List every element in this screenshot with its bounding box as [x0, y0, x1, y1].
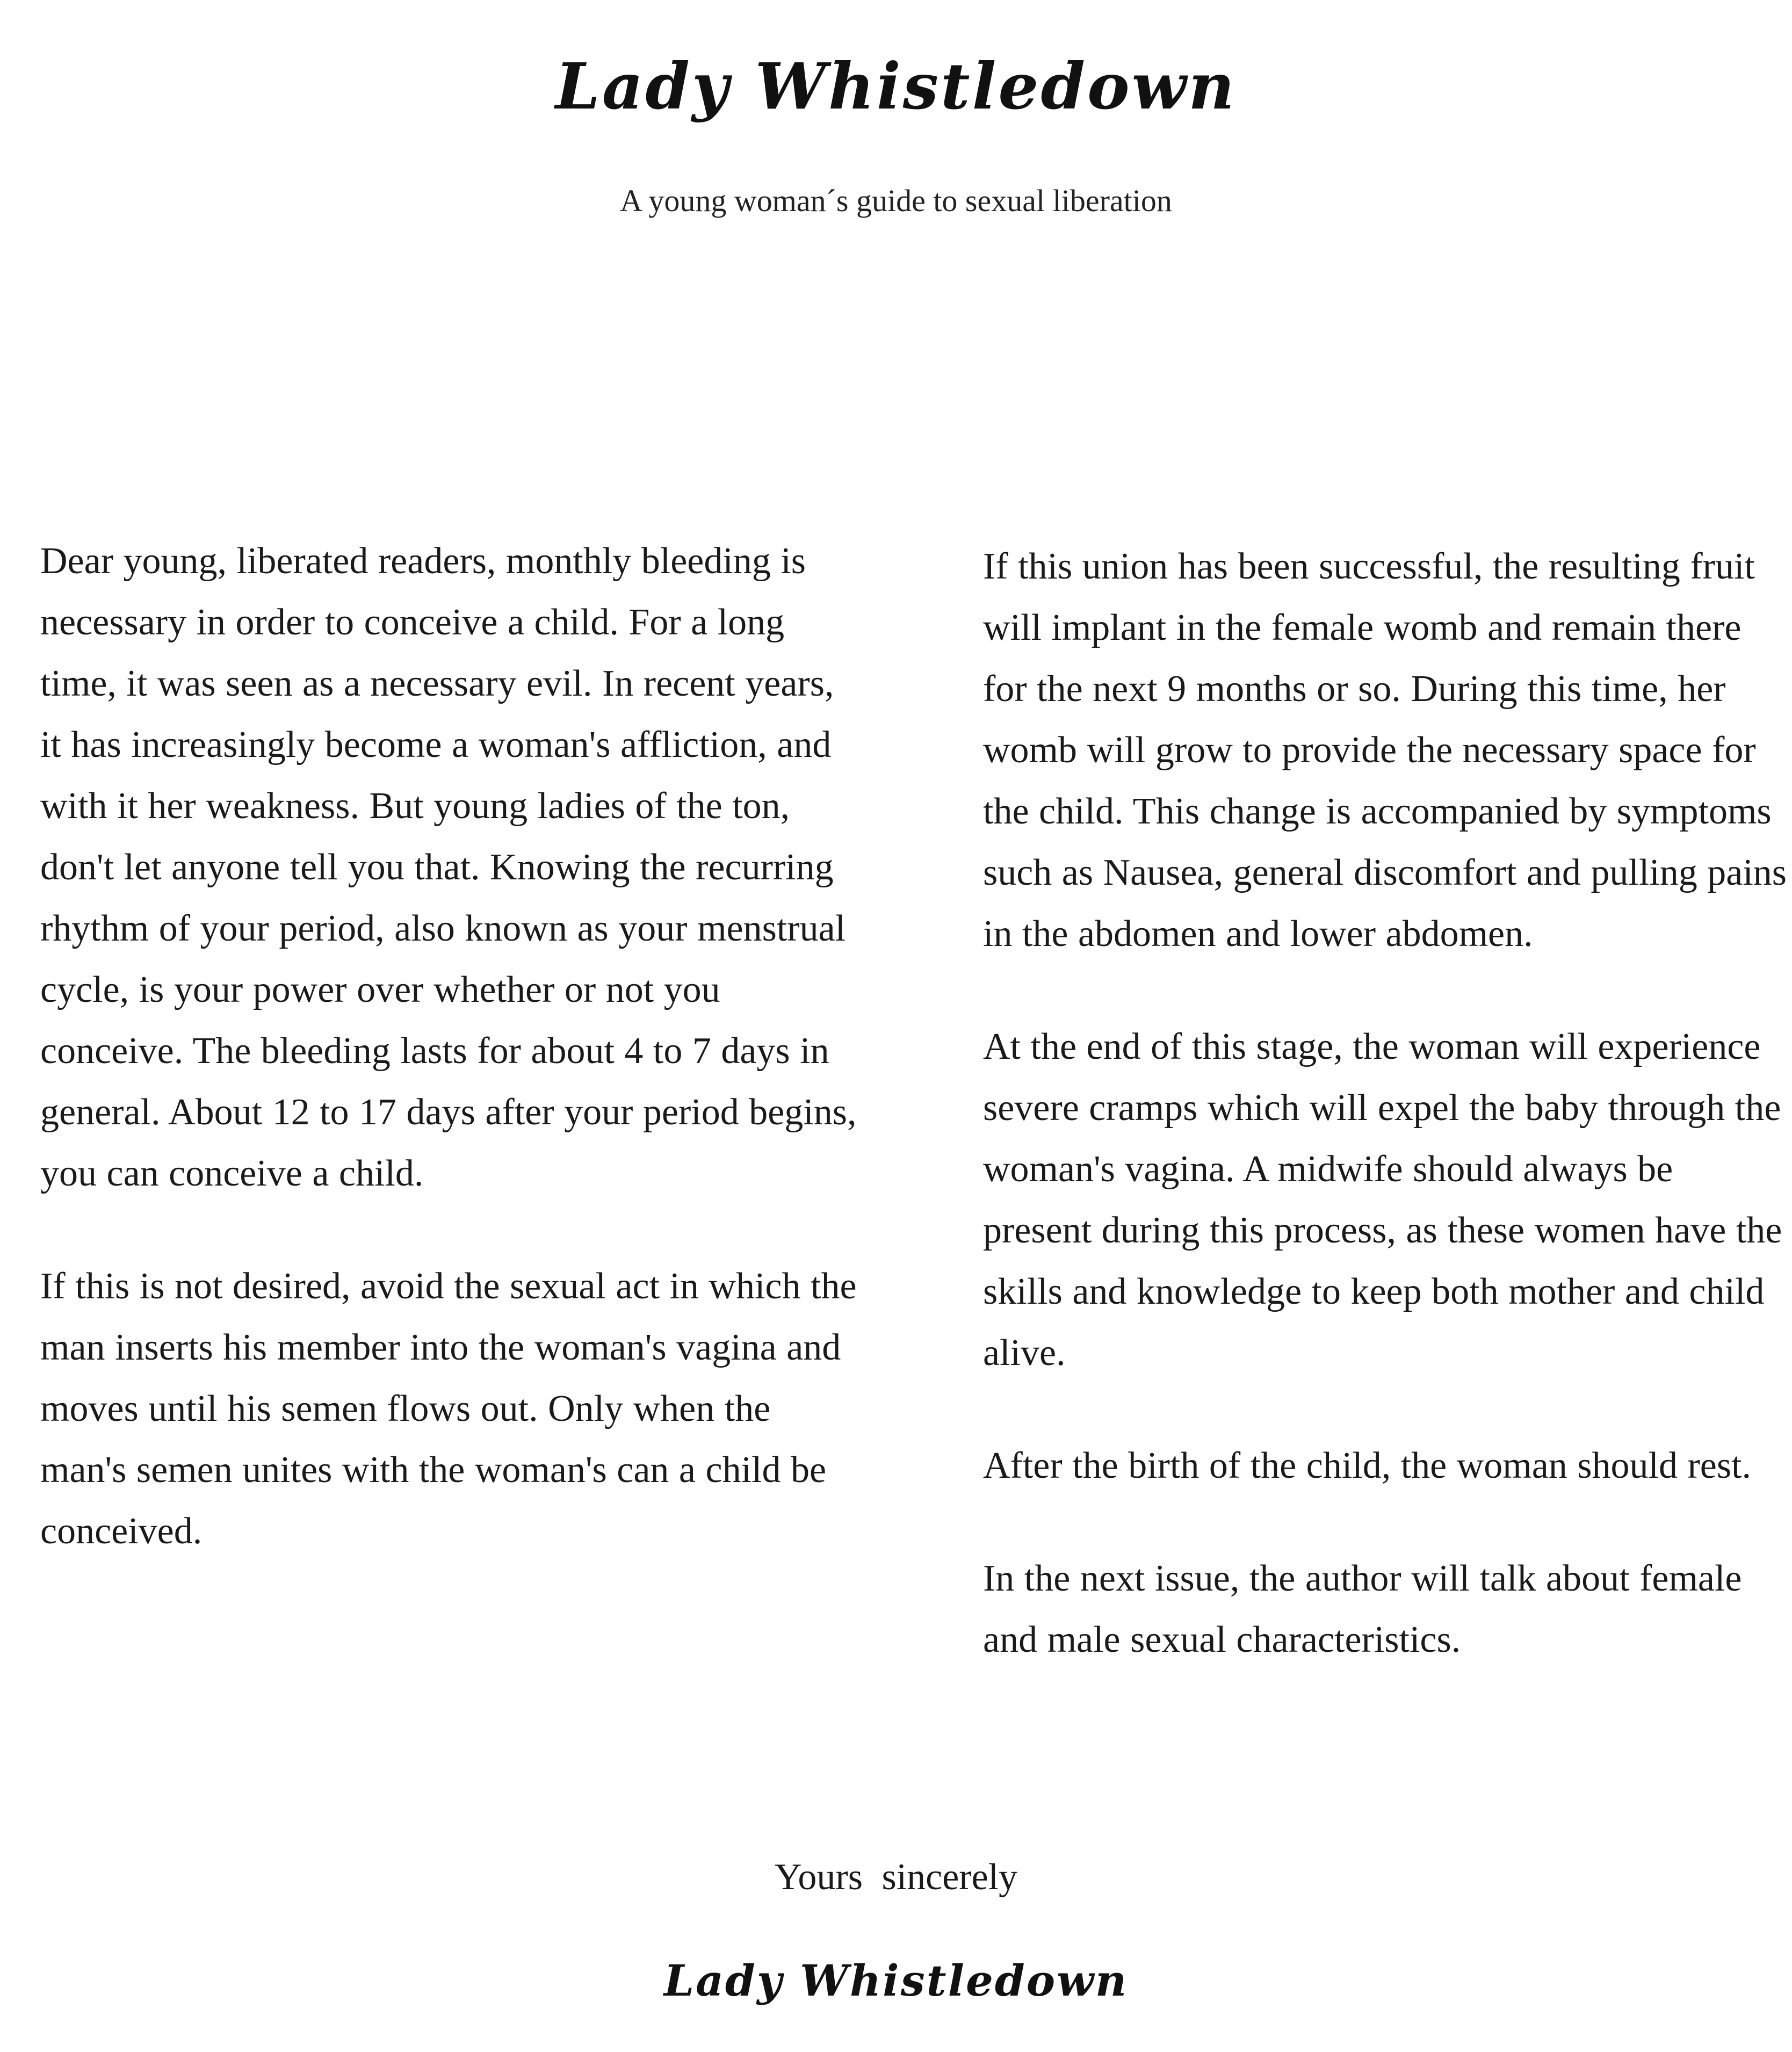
paragraph: In the next issue, the author will talk about female and male sexual characteristics. — [983, 1558, 1742, 1660]
paragraph: At the end of this stage, the woman will experience severe cramps which will expel the baby through the woman's vagina. A midwife should always be present during this process, as these women have the skills and knowledge to keep both mother and child alive. — [983, 1026, 1782, 1374]
masthead-subtitle: A young woman´s guide to sexual liberation — [620, 183, 1172, 218]
left-column — [40, 531, 862, 1614]
paragraph: If this union has been successful, the resulting fruit will implant in the female womb and remain there for the next 9 months or so. During this time, her womb will grow to provide the necessary space for the child. This change is accompanied by symptoms such as Nausea, general discomfort and pulling pains in the abdomen and lower abdomen. — [983, 546, 1787, 955]
signature: Lady Whistledown — [663, 1955, 1129, 2006]
closing-salutation: Yours sincerely — [774, 1856, 1018, 1898]
paragraph: If this is not desired, avoid the sexual act in which the man inserts his member into the woman's vagina and moves until his semen flows out. Only when the man's semen unites with the woman's can a child be conceived. — [40, 1266, 857, 1552]
right-column — [983, 536, 1789, 1722]
paragraph: After the birth of the child, the woman should rest. — [983, 1445, 1752, 1486]
paragraph: Dear young, liberated readers, monthly bleeding is necessary in order to conceive a child. For a long time, it was seen as a necessary evil. In recent years, it has increasingly become a woman's affliction, and with it her weakness. But young ladies of the ton, don't let anyone tell you that. Knowing the recurring rhythm of your period, also known as your menstrual cycle, is your power over whether or not you conceive. The bleeding lasts for about 4 to 7 days in general. About 12 to 17 days after your period begins, you can conceive a child. — [40, 540, 857, 1194]
masthead-title: Lady Whistledown — [555, 49, 1237, 124]
